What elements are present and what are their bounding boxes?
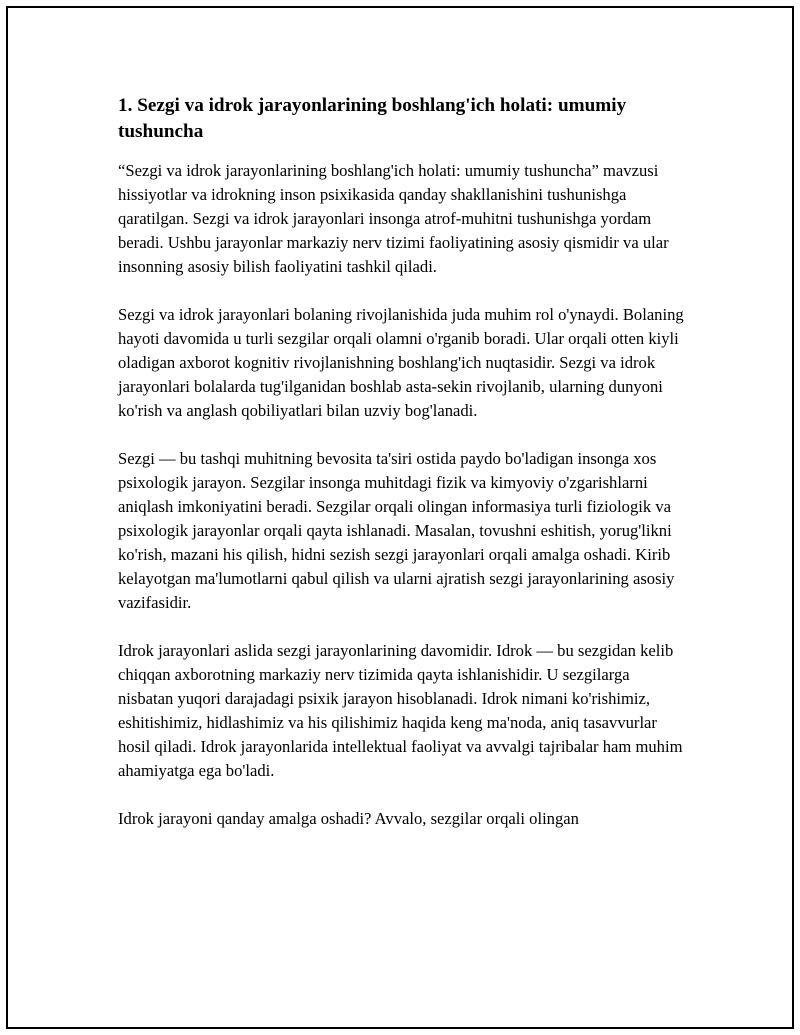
paragraph: Sezgi va idrok jarayonlari bolaning rivojlanishida juda muhim rol o'ynaydi. Bolaning hayoti davomida u turli sezgilar orqali olamni o'rganib boradi. Ular orqali otten kiyli oladigan axborot kognitiv rivojlanishning boshlang'ich nuqtasidir. Sezgi va idrok jarayonlari bolalarda tug'ilganidan boshlab asta-sekin rivojlanib, ularning dunyoni ko'rish va anglash qobiliyatlari bilan uzviy bog'lanadi. bbox=[118, 305, 684, 420]
paragraph: Idrok jarayonlari aslida sezgi jarayonlarining davomidir. Idrok — bu sezgidan kelib chiqqan axborotning markaziy nerv tizimida qayta ishlanishidir. U sezgilarga nisbatan yuqori darajadagi psixik jarayon hisoblanadi. Idrok nimani ko'rishimiz, eshitishimiz, hidlashimiz va his qilishimiz haqida keng ma'noda, aniq tasavvurlar hosil qiladi. Idrok jarayonlarida intellektual faoliyat va avvalgi tajribalar ham muhim ahamiyatga ega bo'ladi. bbox=[118, 641, 683, 780]
paragraph: Idrok jarayoni qanday amalga oshadi? Avvalo, sezgilar orqali olingan bbox=[118, 809, 579, 828]
paragraph: “Sezgi va idrok jarayonlarining boshlang'ich holati: umumiy tushuncha” mavzusi hissiyotlar va idrokning inson psixikasida qanday shakllanishini tushunishga qaratilgan. Sezgi va idrok jarayonlari insonga atrof-muhitni tushunishga yordam beradi. Ushbu jarayonlar markaziy nerv tizimi faoliyatining asosiy qismidir va ular insonning asosiy bilish faoliyatini tashkil qiladi. bbox=[118, 161, 669, 276]
paragraph: Sezgi — bu tashqi muhitning bevosita ta'siri ostida paydo bo'ladigan insonga xos psixologik jarayon. Sezgilar insonga muhitdagi fizik va kimyoviy o'zgarishlarni aniqlash imkoniyatini beradi. Sezgilar orqali olingan informasiya turli fiziologik va psixologik jarayonlar orqali qayta ishlanadi. Masalan, tovushni eshitish, yorug'likni ko'rish, mazani his qilish, hidni sezish sezgi jarayonlari orqali amalga oshadi. Kirib kelayotgan ma'lumotlarni qabul qilish va ularni ajratish sezgi jarayonlarining asosiy vazifasidir. bbox=[118, 449, 675, 612]
section-heading: 1. Sezgi va idrok jarayonlarining boshlang'ich holati: umumiy tushuncha bbox=[118, 95, 627, 142]
document-body bbox=[118, 93, 686, 855]
